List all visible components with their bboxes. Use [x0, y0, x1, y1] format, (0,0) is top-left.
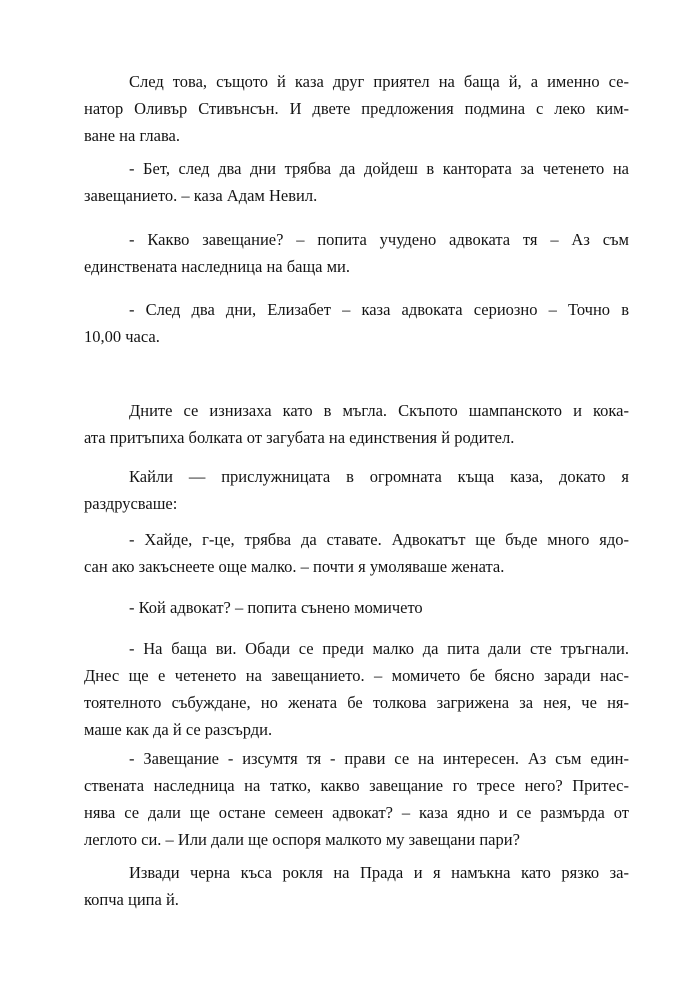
text-line: - Бет, след два дни трябва да дойдеш в кантората за четенето на: [129, 159, 629, 178]
text-line: Днес ще е четенето на завещанието. – момичето бе бясно заради нас-: [84, 666, 629, 685]
text-line: Извади черна къса рокля на Прада и я намъкна като рязко за-: [129, 863, 629, 882]
text-line: - Завещание - изсумтя тя - прави се на интересен. Аз съм един-: [129, 749, 629, 768]
paragraph: [84, 68, 629, 149]
text-line: ване на глава.: [84, 126, 180, 145]
text-line: раздрусваше:: [84, 494, 178, 513]
paragraph: [84, 859, 629, 913]
text-line: натор Оливър Стивънсън. И двете предложения подмина с леко ким-: [84, 99, 629, 118]
text-line: След това, същото й каза друг приятел на баща й, а именно се-: [129, 72, 629, 91]
text-line: - Хайде, г-це, трябва да ставате. Адвокатът ще бъде много ядо-: [129, 530, 629, 549]
text-line: копча ципа й.: [84, 890, 179, 909]
text-line: Дните се изнизаха като в мъгла. Скъпото шампанското и кока-: [129, 401, 629, 420]
text-line: нява се дали ще остане семеен адвокат? – каза ядно и се размърда от: [84, 803, 629, 822]
text-line: маше как да й се разсърди.: [84, 720, 273, 739]
text-line: ствената наследница на татко, какво завещание го тресе него? Притес-: [84, 776, 629, 795]
text-line: сан ако закъснеете още малко. – почти я умоляваше жената.: [84, 557, 505, 576]
paragraph: [84, 526, 629, 580]
paragraph: [84, 226, 629, 280]
paragraph: [84, 745, 629, 853]
paragraph: [84, 296, 629, 350]
text-line: леглото си. – Или дали ще оспоря малкото му завещани пари?: [84, 830, 520, 849]
text-line: - Какво завещание? – попита учудено адвоката тя – Аз съм: [129, 230, 629, 249]
paragraph: [84, 155, 629, 209]
paragraph: [84, 463, 629, 517]
paragraph: [84, 397, 629, 451]
text-line: ата притъпиха болката от загубата на единствения й родител.: [84, 428, 515, 447]
text-line: единствената наследница на баща ми.: [84, 257, 350, 276]
text-line: Кайли — прислужницата в огромната къща каза, докато я: [129, 467, 629, 486]
text-line: - Кой адвокат? – попита сънено момичето: [129, 598, 423, 617]
text-line: - На баща ви. Обади се преди малко да пита дали сте тръгнали.: [129, 639, 629, 658]
text-line: - След два дни, Елизабет – каза адвоката сериозно – Точно в: [129, 300, 629, 319]
text-line: 10,00 часа.: [84, 327, 160, 346]
text-line: тоятелното събуждане, но жената бе толкова загрижена за нея, че ня-: [84, 693, 629, 712]
paragraph: [84, 594, 629, 621]
paragraph: [84, 635, 629, 743]
text-line: завещанието. – каза Адам Невил.: [84, 186, 318, 205]
